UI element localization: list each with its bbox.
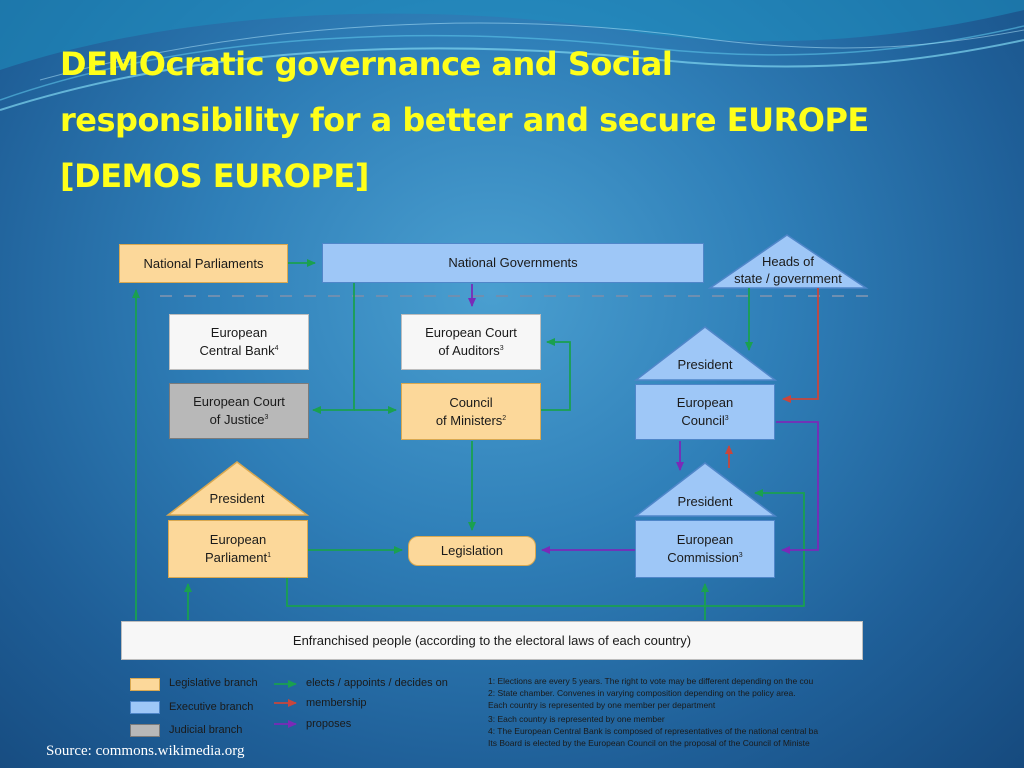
- euco-footnote: 3: [724, 415, 729, 422]
- european-commission-box: [635, 520, 775, 578]
- heads-label: [718, 253, 858, 287]
- legend-elects-label: elects / appoints / decides on: [306, 677, 448, 689]
- ep-line2: Parliament: [204, 550, 268, 565]
- arrow-heads-membership: [783, 288, 818, 399]
- euco-line1: European: [676, 395, 734, 410]
- ep-footnote: 1: [267, 552, 272, 559]
- legislation-label: Legislation: [440, 543, 504, 558]
- national-parliaments-box: [119, 244, 288, 283]
- ecb-line1: European: [210, 325, 268, 340]
- footnote-4: 4: The European Central Bank is composed of representatives of the national central ba: [488, 726, 819, 736]
- footnote-2b: Each country is represented by one member per department: [488, 700, 716, 710]
- heads-label-line1: Heads of: [761, 254, 815, 269]
- ecj-footnote: 3: [264, 414, 269, 421]
- title-line-2: responsibility for a better and secure EUROPE: [60, 101, 869, 139]
- council-of-ministers-box: [401, 383, 541, 440]
- ec-footnote: 3: [738, 552, 743, 559]
- ecj-line1: European Court: [193, 394, 285, 409]
- footnotes: [488, 676, 878, 752]
- council-line2: of Ministers: [435, 412, 503, 428]
- ecb-line2: Central Bank: [199, 343, 275, 358]
- national-parliaments-label: National Parliaments: [143, 255, 264, 271]
- heads-label-line2: state / government: [734, 271, 842, 286]
- arrow-governments-to-court: [313, 282, 354, 410]
- legend-judicial-swatch: [130, 724, 160, 737]
- eca-line1: European Court: [425, 325, 517, 340]
- european-council-box: [635, 384, 775, 440]
- president-parliament-triangle: [168, 462, 307, 515]
- legend-judicial-label: Judicial branch: [169, 724, 243, 736]
- footnote-3: 3: Each country is represented by one member: [488, 714, 665, 724]
- eca-box: [401, 314, 541, 370]
- ecb-box: [169, 314, 309, 370]
- footnote-1: 1: Elections are every 5 years. The right to vote may be different depending on the cou: [488, 676, 814, 686]
- national-governments-box: [322, 243, 704, 283]
- legend-membership-label: membership: [306, 697, 367, 709]
- ecb-footnote: 4: [274, 345, 279, 352]
- legend-executive-swatch: [130, 701, 160, 714]
- enfranchised-people-box: [121, 621, 863, 660]
- arrow-council-to-auditors: [541, 342, 570, 410]
- title-line-3: [DEMOS EUROPE]: [60, 157, 369, 195]
- president-commission-label: President: [677, 494, 733, 509]
- footnote-2: 2: State chamber. Convenes in varying composition depending on the policy area.: [488, 688, 796, 698]
- source-credit: Source: commons.wikimedia.org: [46, 743, 245, 759]
- eca-line2: of Auditors: [438, 343, 500, 358]
- footnote-4b: Its Board is elected by the European Council on the proposal of the Council of Ministe: [488, 738, 810, 748]
- legend-proposes-label: proposes: [306, 718, 352, 730]
- legislation-box: [408, 536, 536, 566]
- legend-legislative-swatch: [130, 678, 160, 691]
- president-council-triangle: [636, 327, 775, 380]
- people-label: Enfranchised people (according to the electoral laws of each country): [292, 632, 692, 648]
- ecj-line2: of Justice: [209, 412, 265, 427]
- president-parliament-label: President: [209, 491, 265, 506]
- euco-line2: Council: [681, 413, 725, 428]
- ec-line1: European: [676, 532, 734, 547]
- ep-line1: European: [209, 532, 267, 547]
- ec-line2: Commission: [667, 550, 739, 565]
- title-line-1: DEMOcratic governance and Social: [60, 45, 673, 83]
- legend-legislative-label: Legislative branch: [169, 677, 258, 689]
- national-governments-label: National Governments: [448, 255, 578, 270]
- legend-executive-label: Executive branch: [169, 701, 254, 713]
- council-line1: Council: [449, 394, 493, 410]
- arrow-council-to-commission: [776, 422, 818, 550]
- eca-footnote: 3: [499, 345, 504, 352]
- council-footnote: 2: [502, 414, 507, 422]
- european-parliament-box: [168, 520, 308, 578]
- president-council-label: President: [677, 357, 733, 372]
- ecj-box: [169, 383, 309, 439]
